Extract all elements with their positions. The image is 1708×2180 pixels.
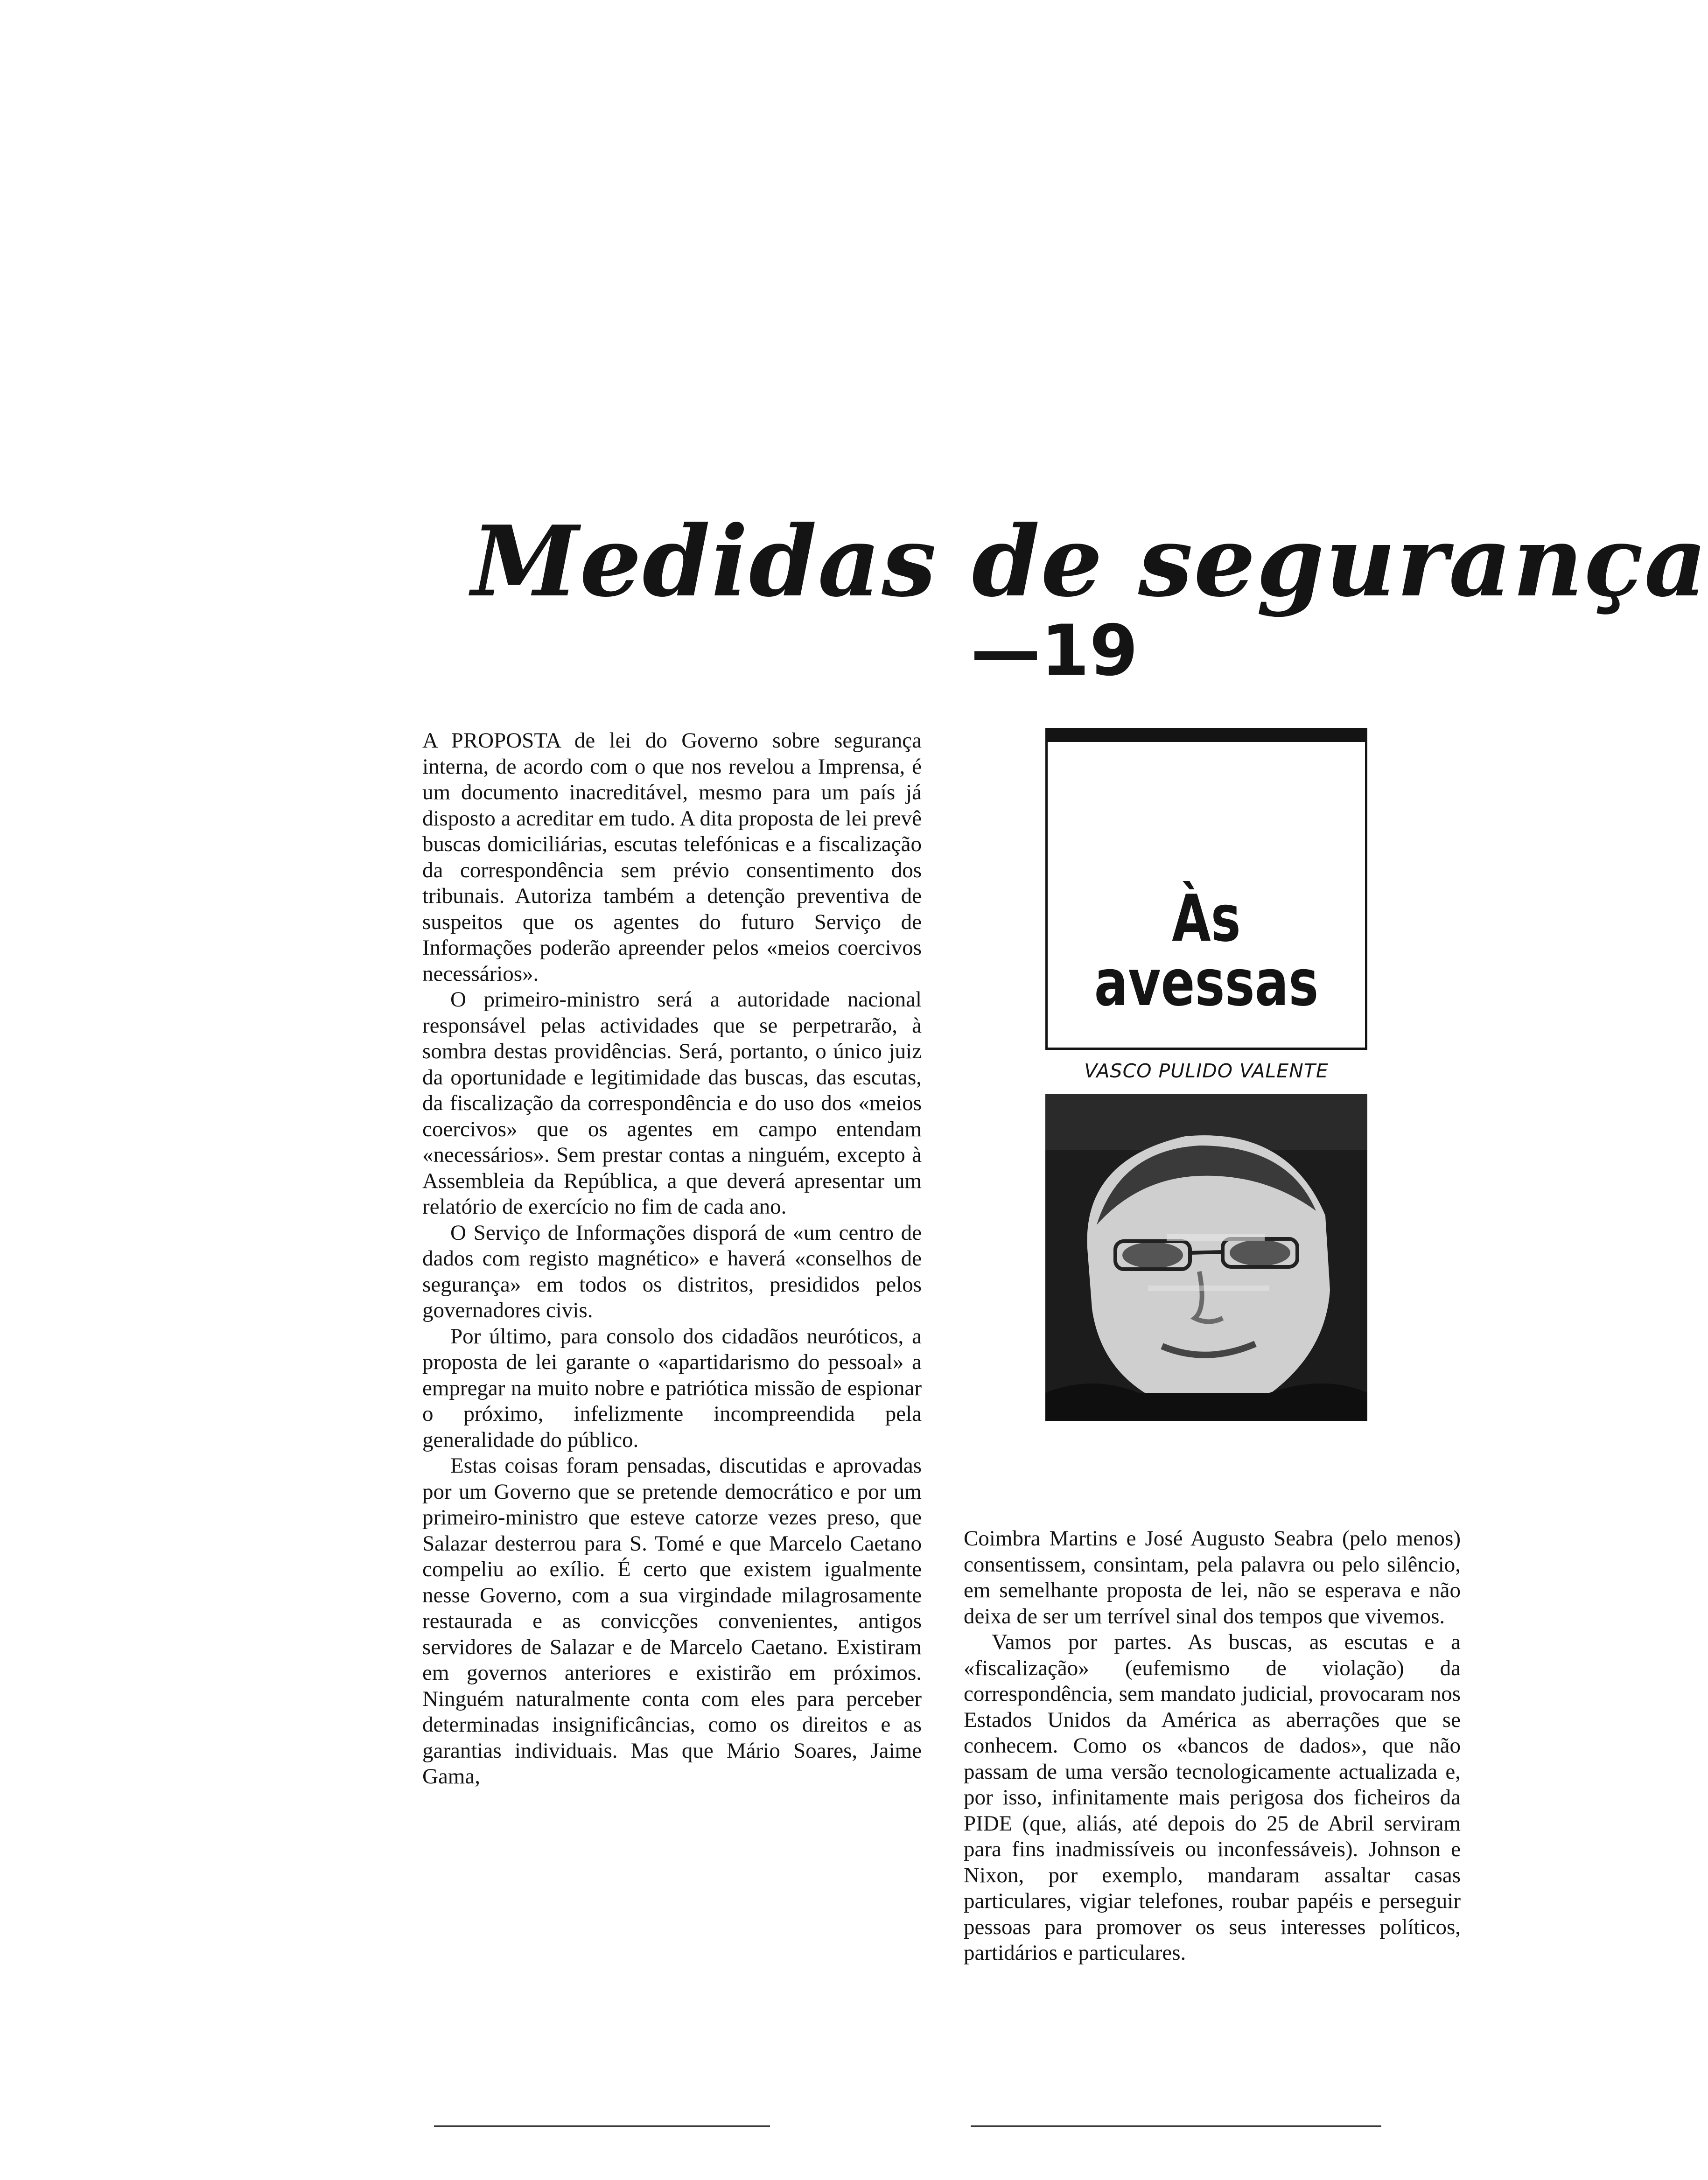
handwritten-page-mark: —19: [971, 610, 1138, 692]
author-byline: VASCO PULIDO VALENTE: [1084, 1060, 1329, 1082]
article-paragraph: O Serviço de Informações disporá de «um centro de dados com registo magnético» e haverá «conselhos de segurança» em todos os distritos, presididos pelos governadores civis.: [422, 1220, 922, 1322]
article-column-right: [964, 1526, 1461, 2095]
article-paragraph: Por último, para consolo dos cidadãos neuróticos, a proposta de lei garante o «apartidarismo do pessoal» a empregar na muito nobre e patriótica missão de espionar o próximo, infelizmente incompreendida pela generalidade do público.: [422, 1324, 922, 1452]
column-title-line: Às: [1172, 881, 1241, 956]
article-paragraph: Estas coisas foram pensadas, discutidas e aprovadas por um Governo que se pretende democrático e por um primeiro-ministro que esteve catorze vezes preso, que Salazar desterrou para S. Tomé e que Marcelo Caetano compeliu ao exílio. É certo que existem igualmente nesse Governo, com a sua virgindade milagrosamente restaurada e as convicções convenientes, antigos servidores de Salazar e de Marcelo Caetano. Existiram em governos anteriores e existirão em próximos. Ninguém naturalmente conta com eles para perceber determinadas insignificâncias, como os direitos e as garantias individuais. Mas que Mário Soares, Jaime Gama,: [422, 1453, 922, 1789]
article-paragraph: Coimbra Martins e José Augusto Seabra (pelo menos) consentissem, consintam, pela palavra ou pelo silêncio, em semelhante proposta de lei, não se esperava e não deixa de ser um terrível sinal dos tempos que vivemos.: [964, 1526, 1461, 1628]
article-paragraph: O primeiro-ministro será a autoridade nacional responsável pelas actividades que se perpetrarão, à sombra destas providências. Será, portanto, o único juiz da oportunidade e legitimidade das buscas, das escutas, da fiscalização da correspondência e do uso dos «meios coercivos» que os agentes em campo entendam «necessários». Sem prestar contas a ninguém, excepto à Assembleia da República, a que deverá apresentar um relatório de exercício no fim de cada ano.: [422, 987, 922, 1219]
column-rule-right: [971, 2125, 1381, 2127]
column-title-line: avessas: [1094, 945, 1319, 1020]
column-title-box: [1045, 728, 1367, 1050]
headline: Medidas de segurança: [471, 505, 1708, 619]
column-rule-left: [434, 2125, 770, 2127]
article-column-left: [422, 728, 922, 2093]
column-title: [1083, 881, 1330, 1020]
article-paragraph: A PROPOSTA de lei do Governo sobre segurança interna, de acordo com o que nos revelou a Imprensa, é um documento inacreditável, mesmo para um país já disposto a acreditar em tudo. A dita proposta de lei prevê buscas domiciliárias, escutas telefónicas e a fiscalização da correspondência sem prévio consentimento dos tribunais. Autoriza também a detenção preventiva de suspeitos que os agentes do futuro Serviço de Informações poderão apreender pelos «meios coercivos necessários».: [422, 728, 922, 986]
article-paragraph: Vamos por partes. As buscas, as escutas e a «fiscalização» (eufemismo de violação) da correspondência, sem mandato judicial, provocaram nos Estados Unidos da América as aberrações que se conhecem. Como os «bancos de dados», que não passam de uma versão tecnologicamente actualizada e, por isso, infinitamente mais perigosa dos ficheiros da PIDE (que, aliás, até depois do 25 de Abril serviram para fins inadmissíveis ou inconfessáveis). Johnson e Nixon, por exemplo, mandaram assaltar casas particulares, vigiar telefones, roubar papéis e perseguir pessoas para promover os seus interesses políticos, partidários e particulares.: [964, 1630, 1461, 1965]
author-photo: [1045, 1094, 1367, 1421]
